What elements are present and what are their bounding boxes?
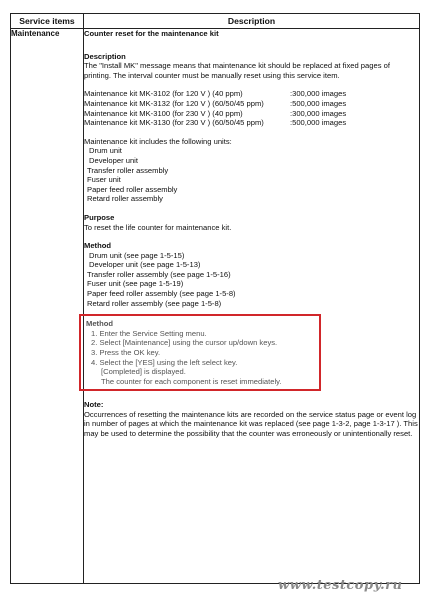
list-item: Paper feed roller assembly (see page 1-5-8) xyxy=(87,289,236,299)
description-cell xyxy=(84,29,420,584)
list-item: Fuser unit xyxy=(87,175,121,185)
description-heading: Description xyxy=(84,51,126,61)
item-title: Counter reset for the maintenance kit xyxy=(84,29,219,38)
method-heading: Method xyxy=(86,319,113,329)
purpose-heading: Purpose xyxy=(84,212,115,222)
method-substep: [Completed] is displayed. xyxy=(101,367,186,377)
method-substep: The counter for each component is reset immediately. xyxy=(101,376,282,386)
list-item: Fuser unit (see page 1-5-19) xyxy=(87,279,184,289)
method-heading: Method xyxy=(84,241,111,251)
kit-row: Maintenance kit MK-3102 (for 120 V ) (40 ppm) :300,000 images xyxy=(84,89,347,99)
list-item: Developer unit xyxy=(89,155,138,165)
list-item: Retard roller assembly (see page 1-5-8) xyxy=(87,298,222,308)
service-items-table xyxy=(10,13,420,584)
header-service-items: Service items xyxy=(11,14,84,29)
kit-row: Maintenance kit MK-3100 (for 230 V ) (40 ppm) :300,000 images xyxy=(84,108,347,118)
note-heading: Note: xyxy=(84,400,104,410)
kit-row: Maintenance kit MK-3132 (for 120 V ) (60/50/45 ppm) :500,000 images xyxy=(84,98,347,108)
unit-list xyxy=(84,146,419,204)
highlighted-method-box xyxy=(79,314,321,391)
list-item: Transfer roller assembly (see page 1-5-16) xyxy=(87,269,231,279)
includes-heading: Maintenance kit includes the following units: xyxy=(84,136,232,146)
method-step: 2. Select [Maintenance] using the cursor up/down keys. xyxy=(91,338,278,348)
list-item: Paper feed roller assembly xyxy=(87,184,178,194)
method-step: 3. Press the OK key. xyxy=(91,348,161,358)
list-item: Drum unit (see page 1-5-15) xyxy=(89,250,185,260)
note-text: Occurrences of resetting the maintenance kits are recorded on the service status page or event log in number of pages at which the maintenance kit was replaced (see page 1-3-2, page 1-3-17 ). This may be used to determine the possibility that the counter was erroneously or unintentionally reset. xyxy=(84,409,418,439)
watermark: www.testcopy.ru xyxy=(278,578,403,593)
service-item-name: Maintenance xyxy=(11,29,84,584)
method-list xyxy=(84,251,419,309)
service-table-page xyxy=(10,13,420,583)
kit-list xyxy=(84,89,419,127)
list-item: Transfer roller assembly xyxy=(87,165,169,175)
purpose-text: To reset the life counter for maintenance kit. xyxy=(84,222,232,232)
kit-row: Maintenance kit MK-3130 (for 230 V ) (60/50/45 ppm) :500,000 images xyxy=(84,118,347,128)
description-text: The "Install MK" message means that maintenance kit should be replaced at fixed pages of printing. The interval counter must be manually reset using this service item. xyxy=(84,61,390,80)
list-item: Drum unit xyxy=(89,146,122,156)
method-step: 4. Select the [YES] using the left select key. xyxy=(91,357,238,367)
header-description: Description xyxy=(84,14,420,29)
method-step: 1. Enter the Service Setting menu. xyxy=(91,328,207,338)
list-item: Retard roller assembly xyxy=(87,194,163,204)
list-item: Developer unit (see page 1-5-13) xyxy=(89,260,201,270)
